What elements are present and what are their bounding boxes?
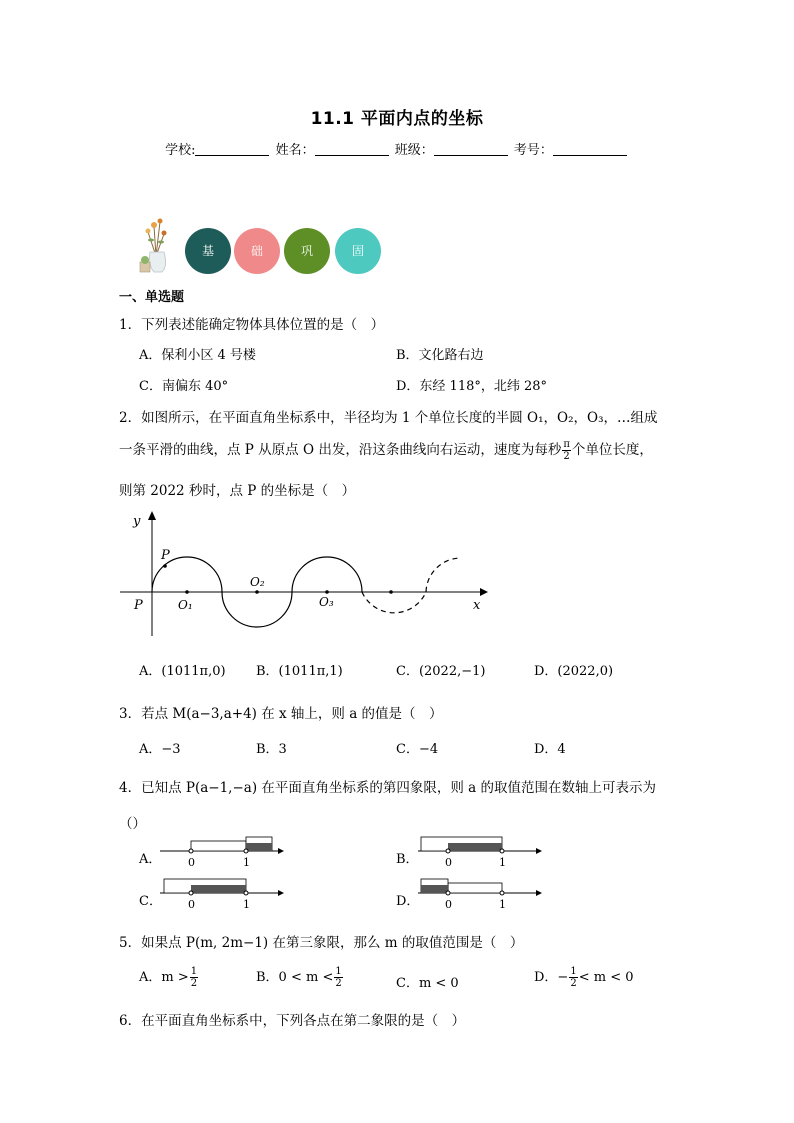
y-axis-label: y bbox=[133, 514, 141, 529]
school-blank[interactable] bbox=[195, 142, 269, 156]
point-p-label: P bbox=[161, 548, 170, 563]
q2-option-c[interactable]: C．(2022,−1) bbox=[396, 664, 486, 679]
q5-option-a[interactable]: A．m > $\frac{1}{2}$ bbox=[139, 966, 198, 989]
q2-option-b[interactable]: B．(1011π,1) bbox=[256, 664, 343, 679]
q4-paren: （） bbox=[119, 816, 146, 832]
q4-option-a[interactable]: A． bbox=[139, 852, 162, 867]
q2-option-a[interactable]: A．(1011π,0) bbox=[139, 664, 226, 679]
tick-0: 0 bbox=[445, 856, 452, 869]
tick-1: 1 bbox=[243, 898, 250, 911]
q2-line2-start: 一条平滑的曲线，点 P 从原点 O 出发，沿这条曲线向右运动，速度为每秒 bbox=[119, 442, 562, 458]
q1-option-c[interactable]: C．南偏东 40° bbox=[139, 379, 229, 394]
half-fraction: $\frac{1}{2}$ bbox=[335, 966, 342, 989]
q1-option-d[interactable]: D．东经 118°，北纬 28° bbox=[396, 379, 548, 394]
origin-p-label: P bbox=[134, 598, 143, 613]
q4-number-line-a bbox=[160, 834, 285, 870]
section-title: 一、单选题 bbox=[119, 290, 185, 305]
tick-1: 1 bbox=[499, 856, 506, 869]
number-blank[interactable] bbox=[553, 142, 627, 156]
class-blank[interactable] bbox=[434, 142, 508, 156]
student-info-line bbox=[0, 139, 794, 158]
q4-stem: 4．已知点 P(a−1,−a) 在平面直角坐标系的第四象限，则 a 的取值范围在数轴上可表示为 bbox=[119, 780, 657, 796]
q3-option-c[interactable]: C．−4 bbox=[396, 742, 439, 757]
q4-number-line-b bbox=[418, 834, 543, 870]
q3-stem: 3．若点 M(a−3,a+4) 在 x 轴上，则 a 的值是（ ） bbox=[119, 706, 443, 722]
half-fraction: $\frac{1}{2}$ bbox=[570, 966, 577, 989]
flower-vase-icon bbox=[136, 216, 176, 274]
name-blank[interactable] bbox=[315, 142, 389, 156]
class-label: 班级： bbox=[394, 143, 434, 158]
badge-gong: 巩 bbox=[284, 228, 330, 274]
q6-stem: 6．在平面直角坐标系中，下列各点在第二象限的是（ ） bbox=[119, 1013, 466, 1029]
x-axis-arrow bbox=[480, 588, 488, 596]
semicircle-curve-graph bbox=[118, 508, 490, 638]
tick-1: 1 bbox=[243, 856, 250, 869]
q4-option-b[interactable]: B． bbox=[396, 852, 419, 867]
q4-option-d[interactable]: D． bbox=[396, 894, 420, 909]
q1-stem: 1．下列表述能确定物体具体位置的是（ ） bbox=[119, 317, 385, 333]
q4-number-line-c bbox=[160, 876, 285, 912]
q4-option-c[interactable]: C． bbox=[139, 894, 162, 909]
point-p bbox=[163, 564, 167, 568]
number-label: 考号： bbox=[513, 143, 553, 158]
q2-option-d[interactable]: D．(2022,0) bbox=[534, 664, 614, 679]
q2-line3: 则第 2022 秒时，点 P 的坐标是（ ） bbox=[119, 483, 356, 499]
q1-option-b[interactable]: B．文化路右边 bbox=[396, 348, 484, 363]
page-title: 11.1 平面内点的坐标 bbox=[310, 109, 484, 129]
q3-option-d[interactable]: D．4 bbox=[534, 742, 566, 757]
tick-1: 1 bbox=[499, 898, 506, 911]
q2-line1: 2．如图所示，在平面直角坐标系中，半径均为 1 个单位长度的半圆 O₁，O₂，O₃，…组成 bbox=[119, 410, 658, 426]
q1-option-a[interactable]: A．保利小区 4 号楼 bbox=[139, 348, 256, 363]
x-axis-label: x bbox=[473, 598, 481, 613]
center-o4 bbox=[389, 590, 393, 594]
badge-chu: 础 bbox=[234, 228, 280, 274]
center-o2 bbox=[255, 590, 259, 594]
pi-over-2-fraction: $\frac{\pi}{2}$ bbox=[563, 439, 570, 462]
q5-option-c[interactable]: C．m < 0 bbox=[396, 976, 459, 991]
q2-line2-end: 个单位长度， bbox=[571, 442, 653, 458]
q5-option-b[interactable]: B．0 < m < $\frac{1}{2}$ bbox=[256, 966, 342, 989]
tick-0: 0 bbox=[445, 898, 452, 911]
q5-option-d[interactable]: D．− $\frac{1}{2}$ < m < 0 bbox=[534, 966, 634, 989]
dashed-curve bbox=[362, 558, 460, 613]
o3-label: O₃ bbox=[319, 595, 334, 609]
tick-0: 0 bbox=[188, 898, 195, 911]
q3-option-b[interactable]: B．3 bbox=[256, 742, 287, 757]
q2-line2 bbox=[119, 438, 653, 462]
center-o3 bbox=[325, 590, 329, 594]
badge-gu: 固 bbox=[335, 228, 381, 274]
center-o1 bbox=[185, 590, 189, 594]
q5-stem: 5．如果点 P(m, 2m−1) 在第三象限，那么 m 的取值范围是（ ） bbox=[119, 935, 524, 951]
badge-ji: 基 bbox=[185, 228, 231, 274]
y-axis-arrow bbox=[148, 511, 156, 520]
o2-label: O₂ bbox=[250, 575, 265, 589]
school-label: 学校: bbox=[165, 143, 196, 158]
tick-0: 0 bbox=[188, 856, 195, 869]
q3-option-a[interactable]: A．−3 bbox=[139, 742, 181, 757]
o1-label: O₁ bbox=[178, 598, 193, 612]
q4-number-line-d bbox=[418, 876, 543, 912]
half-fraction: $\frac{1}{2}$ bbox=[190, 966, 198, 989]
name-label: 姓名： bbox=[275, 143, 315, 158]
